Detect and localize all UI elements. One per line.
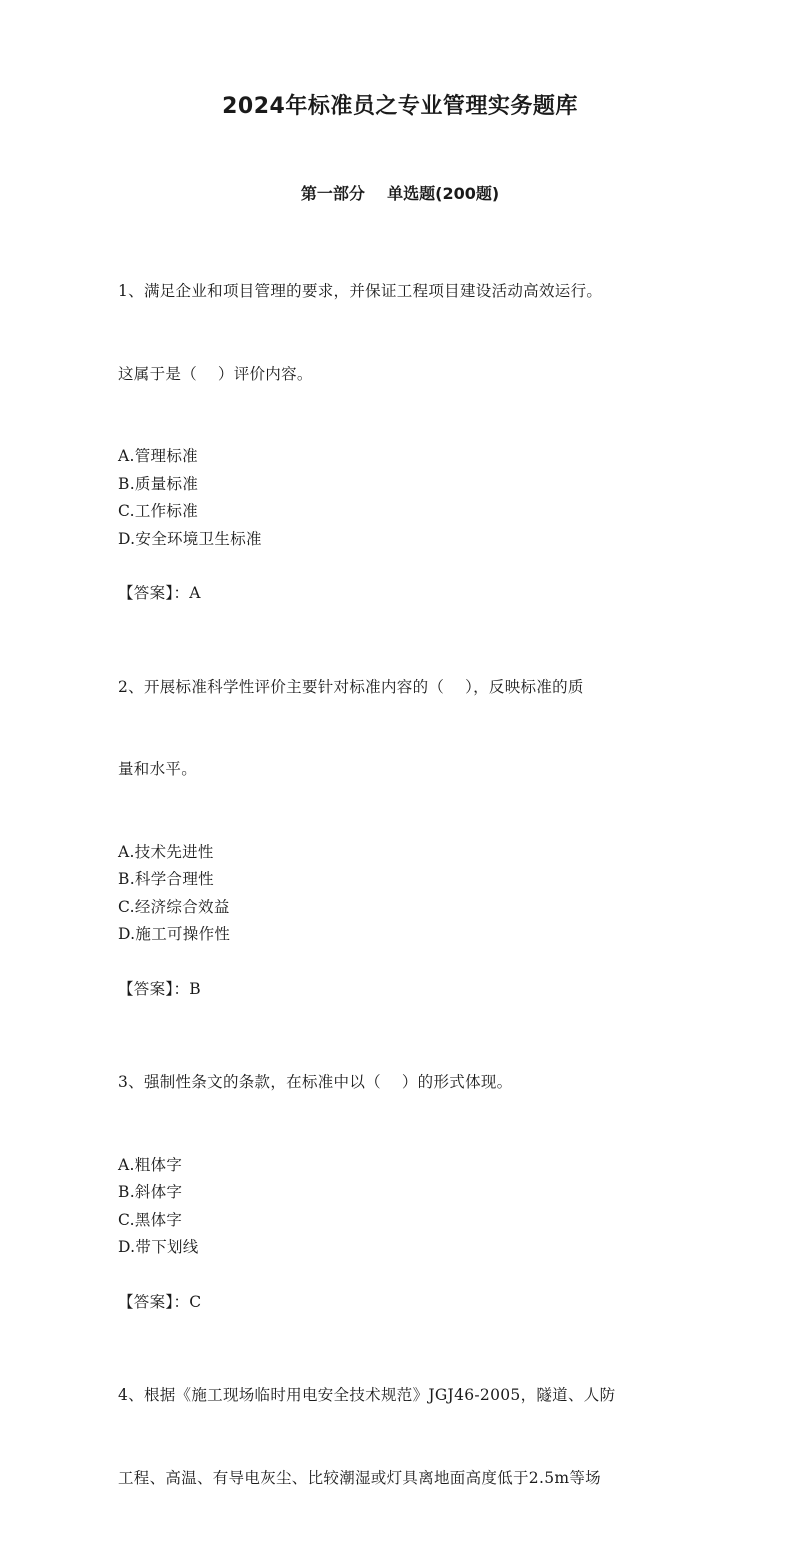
section-title: 第一部分 单选题(200题)	[300, 184, 500, 203]
question-line: 3、强制性条文的条款，在标准中以（ ）的形式体现。	[118, 1073, 513, 1091]
question-2	[118, 619, 683, 1004]
question-line: 2、开展标准科学性评价主要针对标准内容的（ ），反映标准的质	[118, 677, 584, 696]
question-line: 量和水平。	[118, 760, 198, 778]
option-c: C.黑体字	[118, 1210, 183, 1229]
question-3	[118, 1014, 683, 1316]
option-c: C.经济综合效益	[118, 897, 230, 916]
question-line: 1、满足企业和项目管理的要求，并保证工程项目建设活动高效运行。	[118, 282, 603, 300]
question-text	[118, 223, 683, 443]
answer-line: 【答案】：A	[118, 584, 201, 602]
option-a: A.管理标准	[118, 447, 198, 465]
option-b: B.科学合理性	[118, 870, 214, 888]
question-1	[118, 223, 683, 608]
option-d: D.施工可操作性	[118, 925, 231, 943]
question-list	[118, 223, 683, 1547]
answer-line: 【答案】：C	[118, 1292, 202, 1311]
option-d: D.安全环境卫生标准	[118, 529, 262, 548]
question-text	[118, 1327, 683, 1547]
option-b: B.斜体字	[118, 1183, 183, 1201]
question-text	[118, 619, 683, 839]
option-d: D.带下划线	[118, 1238, 199, 1256]
option-c: C.工作标准	[118, 502, 199, 520]
question-line: 4、根据《施工现场临时用电安全技术规范》JGJ46-2005，隧道、人防	[118, 1386, 616, 1404]
option-a: A.技术先进性	[118, 842, 214, 861]
page-title: 2024年标准员之专业管理实务题库	[222, 94, 578, 119]
question-line: 工程、高温、有导电灰尘、比较潮湿或灯具离地面高度低于2.5m等场	[118, 1468, 601, 1487]
question-line: 这属于是（ ）评价内容。	[118, 364, 313, 383]
question-4	[118, 1327, 683, 1547]
option-a: A.粗体字	[118, 1155, 183, 1174]
option-b: B.质量标准	[118, 474, 199, 493]
answer-line: 【答案】：B	[118, 979, 201, 998]
